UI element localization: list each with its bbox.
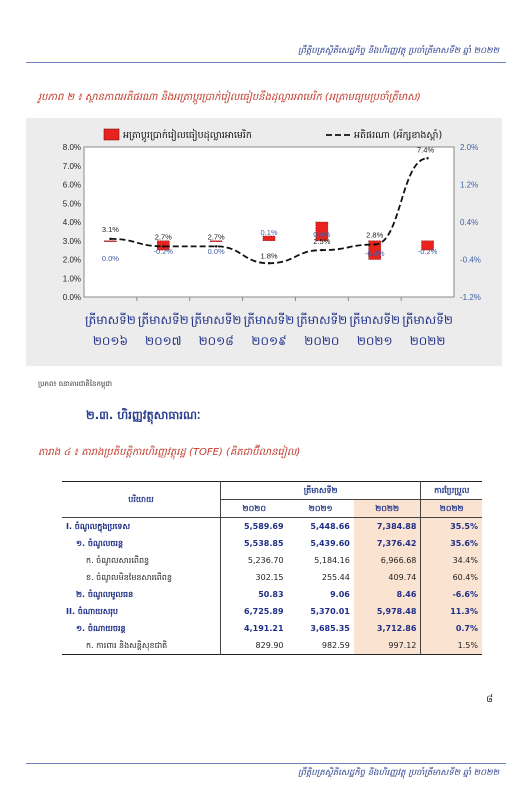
y-left-tick-label: 2.0% (62, 255, 81, 265)
col-header-year-2020: ២០២០ (221, 500, 288, 518)
y-left-tick-label: 8.0% (62, 143, 81, 152)
x-category-quarter: ត្រីមាសទី២ (137, 313, 189, 327)
exchange-rate-data-label: -0.2% (153, 246, 174, 256)
table-row (62, 518, 482, 536)
x-category-year: ២០១៧ (145, 334, 182, 348)
cell-2020: 6,725.89 (221, 603, 288, 620)
cell-2022: 997.12 (354, 637, 421, 655)
row-label: ខ. ចំណូលមិនមែនសារពើពន្ធ (86, 572, 172, 582)
y-left-tick-label: 7.0% (62, 161, 81, 171)
cell-change: 34.4% (421, 552, 482, 569)
tofe-table (62, 481, 482, 655)
table-row (62, 620, 482, 637)
cell-2020: 4,191.21 (221, 620, 288, 637)
y-left-tick-label: 0.0% (62, 293, 81, 302)
cell-2021: 5,184.16 (314, 556, 350, 565)
inflation-point (374, 243, 376, 245)
col-header-quarter: ត្រីមាសទី២ (221, 482, 421, 500)
cell-2022: 7,384.88 (354, 518, 421, 536)
chart-svg (26, 118, 502, 366)
col-header-desc: បរិយាយ (62, 482, 221, 518)
cell-2021: 5,448.66 (310, 522, 350, 531)
cell-2020: 5,589.69 (221, 518, 288, 536)
figure-source: ប្រភព៖ ធនាគារជាតិនៃកម្ពុជា (38, 380, 113, 388)
x-category-quarter: ត្រីមាសទី២ (190, 313, 242, 327)
x-category-year: ២០១៨ (198, 334, 234, 348)
inflation-data-label: 2.8% (366, 230, 384, 240)
table-row (62, 586, 482, 603)
page-number: ៨ (486, 694, 494, 705)
plot-area (84, 147, 454, 297)
cell-2022: 5,978.48 (354, 603, 421, 620)
y-left-tick-label: 1.0% (62, 274, 81, 284)
x-category-year: ២០២០ (304, 334, 340, 348)
inflation-data-label: 2.7% (154, 232, 172, 242)
footer-rule (26, 763, 506, 764)
inflation-point (109, 238, 111, 240)
cell-2022: 3,712.86 (354, 620, 421, 637)
cell-2021: 5,439.60 (310, 539, 350, 548)
figure-title: រូបភាព ២ ៖ ស្ថានភាពអតិផរណា និងអត្រាប្តូរប្រាក់រៀលធៀបនឹងដុល្លារអាមេរិក (អត្រាមធ្យមប្រចាំត្រីមាស) (38, 92, 421, 103)
cell-2021: 255.44 (321, 573, 350, 582)
exchange-rate-data-label: 0.0% (101, 253, 119, 263)
col-header-change-year: ២០២២ (421, 500, 482, 518)
x-category-quarter: ត្រីមាសទី២ (296, 313, 348, 327)
cell-change: -6.6% (421, 586, 482, 603)
cell-2021: 982.59 (321, 641, 350, 650)
cell-change: 11.3% (421, 603, 482, 620)
cell-change: 35.5% (421, 518, 482, 536)
x-category-year: ២០១៦ (92, 334, 129, 348)
x-category-year: ២០២២ (409, 334, 446, 348)
col-header-year-2021: ២០២១ (308, 503, 333, 513)
inflation-data-label: 3.1% (101, 224, 119, 234)
y-right-tick-label: -0.4% (460, 255, 481, 265)
cell-2021: 5,370.01 (310, 607, 350, 616)
col-header-year-2022: ២០២២ (354, 500, 421, 518)
table-row (62, 552, 482, 569)
inflation-data-label: 2.7% (207, 232, 225, 242)
row-label: ១. ចំណូលចរន្ត (76, 538, 124, 548)
page-footer: ព្រឹត្តិបត្រស្ថិតិសេដ្ឋកិច្ច និងហិរញ្ញវត្ថុ ប្រចាំត្រីមាសទី២ ឆ្នាំ ២០២២ (297, 768, 499, 778)
y-left-tick-label: 4.0% (62, 218, 81, 227)
table-row (62, 637, 482, 655)
cell-2021: 3,685.35 (310, 624, 350, 633)
x-category-quarter: ត្រីមាសទី២ (243, 313, 295, 327)
x-category-year: ២០២១ (356, 334, 393, 348)
exchange-rate-data-label: -0.2% (417, 246, 438, 256)
page-header: ព្រឹត្តិបត្រស្ថិតិសេដ្ឋកិច្ច និងហិរញ្ញវត្ថុ ប្រចាំត្រីមាសទី២ ឆ្នាំ ២០២២ (297, 46, 499, 56)
inflation-data-label: 7.4% (417, 145, 435, 155)
cell-2020: 5,236.70 (221, 552, 288, 569)
exchange-rate-bar (263, 236, 275, 241)
y-left-tick-label: 3.0% (62, 236, 81, 246)
legend-bar-swatch (104, 129, 119, 140)
row-label: ក. ចំណូលសារពើពន្ធ (86, 555, 150, 565)
table-title: តារាង ៤ ៖ តារាងប្រតិបត្តិការហិរញ្ញវត្ថុរដ្ឋ (TOFE) (គិតជាប៊ីលានរៀល) (38, 447, 301, 458)
exchange-rate-data-label: 0.1% (260, 227, 278, 237)
section-heading: ២.៣. ហិរញ្ញវត្ថុសាធារណៈ (86, 408, 201, 422)
inflation-point (426, 157, 428, 159)
cell-2020: 829.90 (221, 637, 288, 655)
cell-2021: 9.06 (330, 590, 350, 599)
cell-change: 60.4% (421, 569, 482, 586)
inflation-data-label: 1.8% (260, 251, 278, 261)
row-label: II. ចំណាយសរុប (66, 606, 119, 616)
y-right-tick-label: 2.0% (460, 143, 479, 152)
row-label: ១. ចំណាយចរន្ត (76, 623, 126, 633)
cell-change: 1.5% (421, 637, 482, 655)
y-left-tick-label: 5.0% (62, 199, 81, 209)
exchange-rate-bar (104, 241, 116, 242)
cell-2022: 409.74 (354, 569, 421, 586)
inflation-point (321, 249, 323, 251)
chart-panel (26, 118, 502, 366)
cell-change: 35.6% (421, 535, 482, 552)
legend-bar-label: អត្រាប្តូរប្រាក់រៀលធៀបដុល្លារអាមេរិក (123, 130, 252, 141)
row-label: ២. ចំណូលមូលធន (76, 589, 134, 599)
table-row (62, 603, 482, 620)
inflation-point (268, 262, 270, 264)
exchange-rate-data-label: 0.0% (207, 246, 225, 256)
cell-2022: 6,966.68 (354, 552, 421, 569)
row-label: I. ចំណូលក្នុងប្រទេស (66, 521, 131, 531)
cell-2020: 5,538.85 (221, 535, 288, 552)
cell-change: 0.7% (421, 620, 482, 637)
y-right-tick-label: -1.2% (460, 293, 481, 302)
x-category-year: ២០១៩ (251, 334, 287, 348)
header-rule (26, 62, 506, 63)
x-category-quarter: ត្រីមាសទី២ (85, 313, 136, 327)
y-right-tick-label: 0.4% (460, 218, 479, 227)
exchange-rate-data-label: 0.4% (313, 229, 331, 239)
y-left-tick-label: 6.0% (62, 180, 81, 190)
cell-2020: 50.83 (221, 586, 288, 603)
row-label: ក. ការពារ និងសន្តិសុខជាតិ (86, 640, 168, 650)
table-row (62, 535, 482, 552)
inflation-data-label: 2.5% (313, 237, 331, 247)
cell-2022: 8.46 (354, 586, 421, 603)
x-category-quarter: ត្រីមាសទី២ (402, 313, 453, 327)
y-right-tick-label: 1.2% (460, 180, 479, 190)
exchange-rate-data-label: -0.4% (364, 248, 385, 258)
col-header-change: ការប្រែប្រួល (421, 482, 482, 500)
table-row (62, 569, 482, 586)
cell-2022: 7,376.42 (354, 535, 421, 552)
legend-line-label: អតិផរណា (អ័ក្សខាងស្តាំ) (354, 130, 443, 141)
cell-2020: 302.15 (221, 569, 288, 586)
x-category-quarter: ត្រីមាសទី២ (349, 313, 401, 327)
